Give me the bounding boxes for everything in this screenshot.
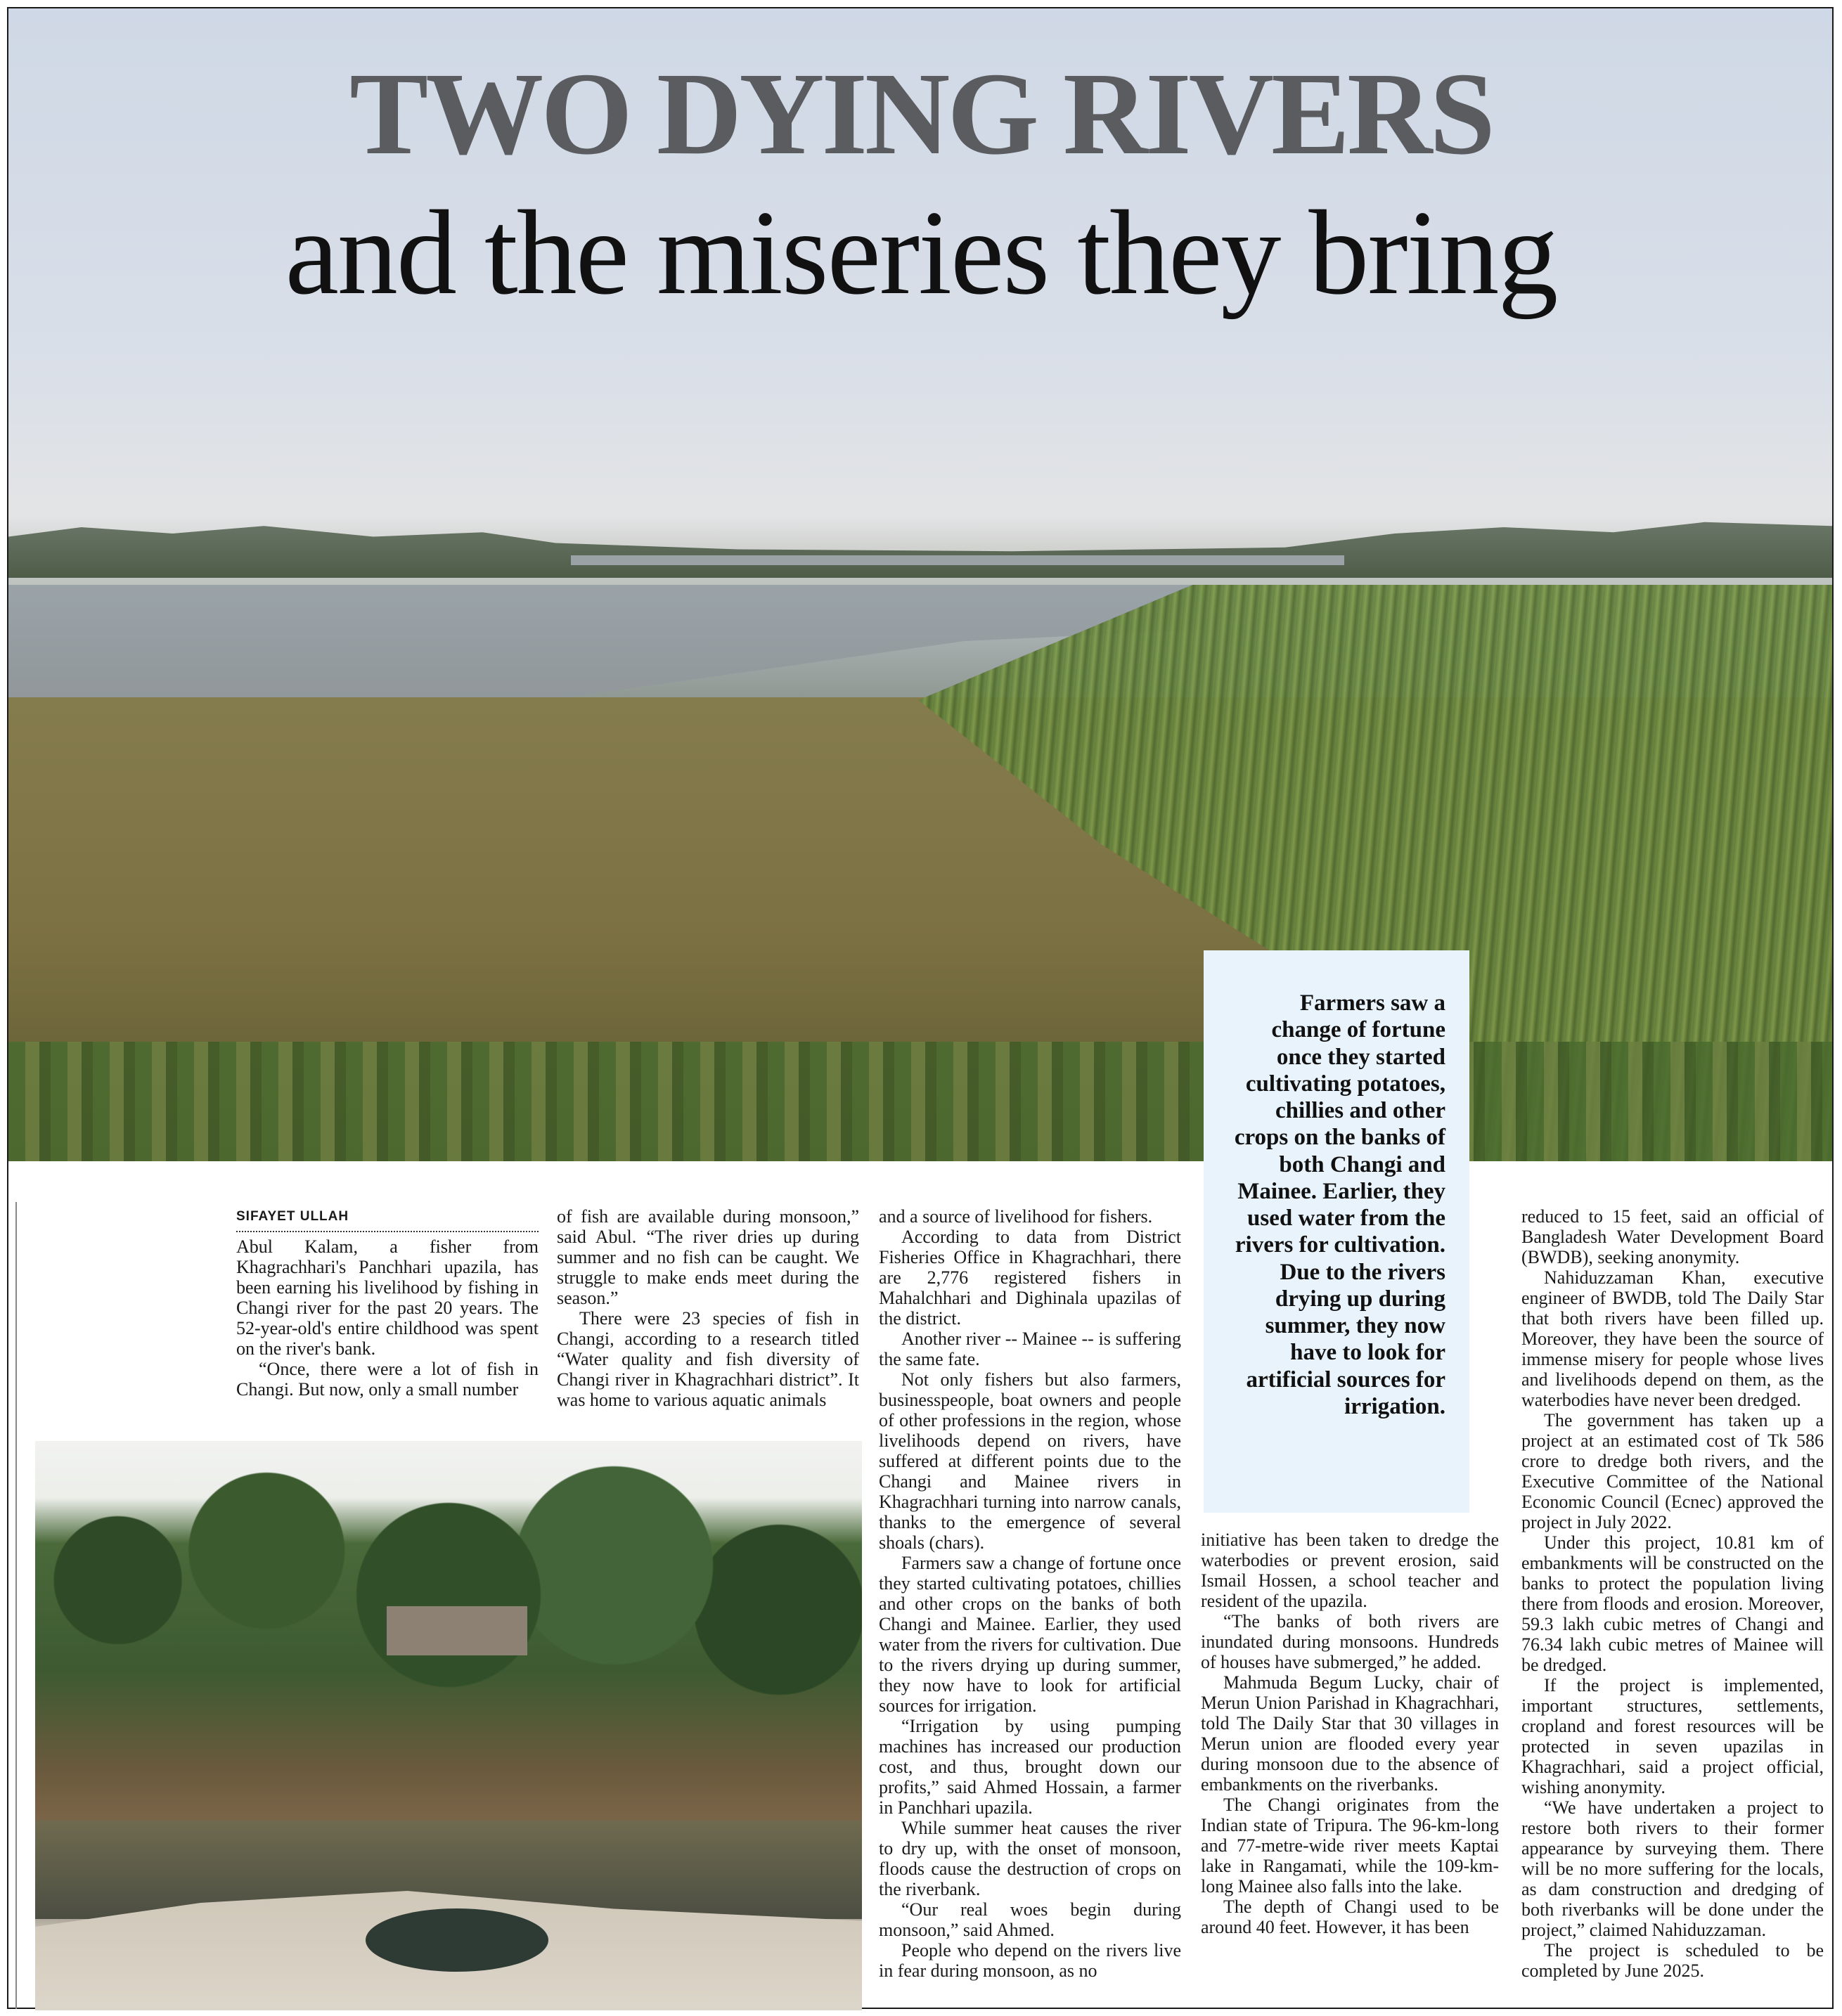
pull-quote: Farmers saw a change of fortune once they started cultivating potatoes, chillies and other crops on the banks of both Changi and Mainee. Earlier, they used water from the rivers for cultivation. Due to the rivers drying up during summer, they now have to look for artificial sources for irrigation. xyxy=(1204,950,1469,1513)
paragraph: Farmers saw a change of fortune once they started cultivating potatoes, chillies and other crops on the banks of both Changi and Mainee. Earlier, they used water from the rivers for cultivation. Due to the rivers drying up during summer, they now have to look for artificial sources for irrigation. xyxy=(879,1553,1181,1716)
article-column-3 xyxy=(879,1206,1181,1981)
paragraph: People who depend on the rivers live in fear during monsoon, as no xyxy=(879,1940,1181,1981)
hero-photo-water-hyacinth xyxy=(8,1042,1832,1161)
article-column-1 xyxy=(236,1206,539,1400)
hero-photo-treeline xyxy=(8,515,1832,578)
paragraph: Nahiduzzaman Khan, executive engineer of BWDB, told The Daily Star that both rivers have been filled up. Moreover, they have been the source of immense misery for people whose lives and livelihoods depend on them, as the waterbodies have never been dredged. xyxy=(1521,1267,1824,1410)
paragraph: “Our real woes begin during monsoon,” said Ahmed. xyxy=(879,1899,1181,1940)
column-rule xyxy=(15,1202,17,2009)
paragraph: Not only fishers but also farmers, businesspeople, boat owners and people of other professions in the region, whose livelihoods depend on rivers, have suffered at different points due to the Changi and Mainee rivers in Khagrachhari turning into narrow canals, thanks to the emergence of several shoals (chars). xyxy=(879,1369,1181,1553)
paragraph: If the project is implemented, important structures, settlements, cropland and forest resources will be protected in seven upazilas in Khagrachhari, said a project official, wishing anonymity. xyxy=(1521,1675,1824,1797)
byline: SIFAYET ULLAH xyxy=(236,1206,539,1232)
paragraph: reduced to 15 feet, said an official of Bangladesh Water Development Board (BWDB), seeking anonymity. xyxy=(1521,1206,1824,1267)
paragraph: Abul Kalam, a fisher from Khagrachhari's Panchhari upazila, has been earning his livelihood by fishing in Changi river for the past 20 years. The 52-year-old's entire childhood was spent on the river's bank. xyxy=(236,1236,539,1359)
paragraph: According to data from District Fisheries Office in Khagrachhari, there are 2,776 registered fishers in Mahalchhari and Dighinala upazilas of the district. xyxy=(879,1227,1181,1329)
paragraph: There were 23 species of fish in Changi, according to a research titled “Water quality and fish diversity of Changi river in Khagrachhari district”. It was home to various aquatic animals xyxy=(557,1308,859,1410)
paragraph: The project is scheduled to be completed by June 2025. xyxy=(1521,1940,1824,1981)
paragraph: and a source of livelihood for fishers. xyxy=(879,1206,1153,1227)
headline xyxy=(0,49,1842,320)
paragraph: While summer heat causes the river to dry up, with the onset of monsoon, floods cause the destruction of crops on the riverbank. xyxy=(879,1818,1181,1899)
headline-sub: and the miseries they bring xyxy=(285,186,1557,320)
paragraph: “Irrigation by using pumping machines has increased our production cost, and thus, brought down our profits,” said Ahmed Hossain, a farmer in Panchhari upazila. xyxy=(879,1716,1181,1818)
article-column-2 xyxy=(557,1206,859,1410)
article-column-4 xyxy=(1201,1530,1499,1937)
hero-photo-bridge xyxy=(571,555,1344,565)
riverbank-photo-pool xyxy=(366,1908,548,1972)
paragraph: The Changi originates from the Indian state of Tripura. The 96-km-long and 77-metre-wide river meets Kaptai lake in Rangamati, while the 109-km-long Mainee also falls into the lake. xyxy=(1201,1795,1499,1897)
paragraph: “The banks of both rivers are inundated during monsoons. Hundreds of houses have submerged,” he added. xyxy=(1201,1611,1499,1672)
paragraph: of fish are available during monsoon,” said Abul. “The river dries up during summer and no fish can be caught. We struggle to make ends meet during the season.” xyxy=(557,1206,859,1308)
riverbank-photo xyxy=(35,1441,862,2010)
paragraph: Another river -- Mainee -- is suffering the same fate. xyxy=(879,1329,1181,1369)
headline-main: TWO DYING RIVERS xyxy=(349,49,1493,179)
paragraph: Mahmuda Begum Lucky, chair of Merun Union Parishad in Khagrachhari, told The Daily Star that 30 villages in Merun union are flooded every year during monsoon due to the absence of embankments on the riverbanks. xyxy=(1201,1672,1499,1795)
paragraph: The government has taken up a project at an estimated cost of Tk 586 crore to dredge both rivers, and the Executive Committee of the National Economic Council (Ecnec) approved the project in July 2022. xyxy=(1521,1410,1824,1532)
paragraph: Under this project, 10.81 km of embankments will be constructed on the banks to protect the population living there from floods and erosion. Moreover, 59.3 lakh cubic metres of Changi and 76.34 lakh cubic metres of Mainee will be dredged. xyxy=(1521,1532,1824,1675)
article-column-5 xyxy=(1521,1206,1824,1981)
paragraph: “We have undertaken a project to restore both rivers to their former appearance by surveying them. There will be no more suffering for the locals, as dam construction and dredging of both riverbanks will be done under the project,” claimed Nahiduzzaman. xyxy=(1521,1797,1824,1940)
paragraph: “Once, there were a lot of fish in Changi. But now, only a small number xyxy=(236,1359,539,1400)
riverbank-photo-house xyxy=(387,1606,527,1655)
paragraph: The depth of Changi used to be around 40 feet. However, it has been xyxy=(1201,1897,1499,1937)
paragraph: initiative has been taken to dredge the waterbodies or prevent erosion, said Ismail Hossen, a school teacher and resident of the upazila. xyxy=(1201,1530,1499,1611)
